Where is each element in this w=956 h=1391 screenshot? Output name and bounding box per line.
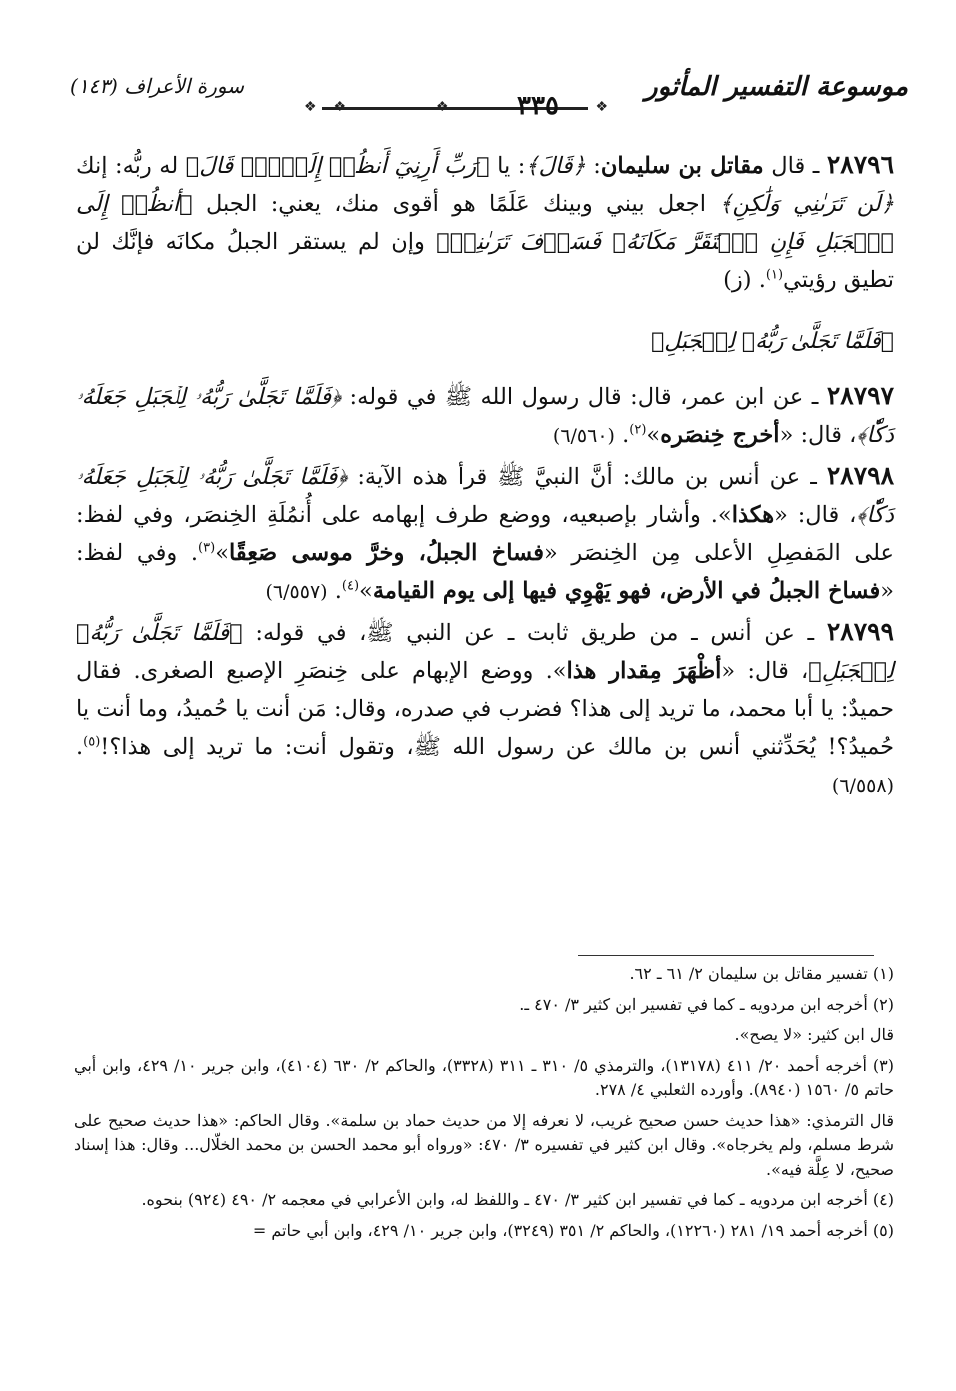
ornament-icon: ❖ [304,99,317,115]
page-header [62,66,910,122]
text: ، قال: « [774,502,857,528]
text: وإن لم يستقر الجبلُ مكانَه فإنَّك لن تطيق رؤيتي [76,229,894,293]
text: ». وأشار بإصبعيه، ووضع طرف إبهامه على أُنمُلَةِ الخِنصَر، وفي لفظ: على المَفصِلِ الأعلى مِن الخِنصَر « [76,502,894,566]
footnote: (٤) أخرجه ابن مردويه ـ كما في تفسير ابن كثير ٣/ ٤٧٠ ـ واللفظ له، وابن الأعرابي في معجمه ٢/ ٤٩٠ (٩٢٤) بنحوه. [141,1190,894,1209]
prophetic-quote: فساخ الجبلُ في الأرض، فهو يَهْوِي فيها إلى يوم القيامة [372,578,881,604]
hadith-28796 [76,146,894,299]
footnote: (١) تفسير مقاتل بن سليمان ٢/ ٦١ ـ ٦٢. [629,964,894,983]
ornament-icon: ❖ [436,99,449,115]
text: ـ عن أنس ـ من طريق ثابت ـ عن النبي ﷺ، في قوله: [242,620,815,646]
volume-reference: (٦/٥٥٧) [265,581,328,603]
header-rule-left [322,107,432,110]
page-number: ٣٣٥ [517,91,559,121]
surah-label: سورة الأعراف (١٤٣) [70,74,245,98]
footnotes [74,962,894,1249]
quran-quote: ﴿أنظُرۡ إِلَى ٱلۡجَبَلِ فَإِنِ ٱسۡتَقَرَّ مَكَانَهُۥ فَسَوۡفَ تَرَىٰنِيۚ﴾ [76,191,894,255]
hadith-number: ٢٨٧٩٧ [826,381,895,410]
ornament-icon: ❖ [595,99,608,115]
text: ، قال: « [779,422,857,448]
text: . [327,578,342,604]
text: ـ عن ابن عمر، قال: قال رسول الله ﷺ في قوله: [341,384,819,410]
section-title: ﴿فَلَمَّا تَجَلَّىٰ رَبُّهُۥ لِلۡجَبَلِ﴾ [651,329,894,354]
text: » [646,422,661,448]
footnote-marker[interactable]: (٣) [198,540,216,556]
hadith-28798 [76,457,894,611]
text: ». ووضع الإبهام على خِنصَرِ الإصبع الصغرى. فقال حميدٌ: يا أبا محمد، ما تريد إلى هذا؟ فضرب في صدره، وقال: مَن أنت يا حُميدُ، وما أنت يا حُميدُ؟! يُحَدِّثني أنس بن مالك عن رسول الله ﷺ، وتقول أنت: ما تريد إلى هذا؟! [76,658,894,760]
text: ـ قال [763,153,820,179]
hadith-28797 [76,377,894,455]
prophetic-quote: أظْهَرَ مِقدار هذا [566,658,722,684]
hadith-number: ٢٨٧٩٦ [826,150,895,179]
prophetic-quote: هكذا [731,502,775,528]
prophetic-quote: أخرج خِنصَره [660,422,780,448]
footnote: قال الترمذي: «هذا حديث حسن صحيح غريب، لا نعرفه إلا من حديث حماد بن سلمة». وقال الحاكم: «هذا حديث صحيح على شرط مسلم، ولم يخرجاه». وقال ابن كثير في تفسيره ٣/ ٤٧٠: «ورواه أبو محمد الحسن بن محمد الخلّال... وقال: هذا إسناد صحيح، لا عِلَّة فيه». [74,1110,895,1179]
hadith-number: ٢٨٧٩٩ [826,617,894,646]
footnote: (٣) أخرجه أحمد ٢٠/ ٤١١ (١٣١٧٨)، والترمذي ٥/ ٣١٠ ـ ٣١١ (٣٣٢٨)، والحاكم ٢/ ٦٣٠ (٤١٠٤)، وابن جرير ١٠/ ٤٢٩، وابن أبي حاتم ٥/ ١٥٦٠ (٨٩٤٠). وأورده الثعلبي ٤/ ٢٧٨. [74,1055,895,1099]
text: » [359,578,373,604]
quran-quote: ﴿رَبِّ أَرِنِيٓ أَنظُرۡ إِلَيۡكَۚ قَالَ﴾ [185,153,490,179]
text: . [614,422,630,448]
text: . (ز) [723,267,766,293]
text: . [76,734,84,760]
footnote: قال ابن كثير: «لا يصح». [734,1025,894,1044]
footnote-separator [578,955,874,956]
narrator-name: مقاتل بن سليمان [600,153,764,179]
footnote-marker[interactable]: (٤) [341,578,360,594]
quran-quote: ﴿فَلَمَّا تَجَلَّىٰ رَبُّهُۥ لِلۡجَبَلِ جَعَلَهُۥ دَكّٗا﴾ [76,464,894,528]
footnote: (٢) أخرجه ابن مردويه ـ كما في تفسير ابن كثير ٣/ ٤٧٠ ـ. [519,994,894,1014]
text: ـ عن أنس بن مالك: أنَّ النبيَّ ﷺ قرأ هذه الآية: [347,464,817,490]
text: له ربُّه: إنك [76,153,186,179]
footnote: (٥) أخرجه أحمد ١٩/ ٢٨١ (١٢٢٦٠)، والحاكم ٢/ ٣٥١ (٣٢٤٩)، وابن جرير ١٠/ ٤٢٩، وابن أبي حاتم = [252,1220,894,1240]
hadith-28799 [76,613,894,805]
prophetic-quote: فساخ الجبلُ، وخرَّ موسى صَعِقًا [228,540,544,566]
text: . وفي لفظ: « [76,540,894,604]
quran-quote: ﴿قَالَ﴾ [525,153,586,179]
text: » [215,540,229,566]
text: : [585,153,601,179]
hadith-number: ٢٨٧٩٨ [826,461,895,490]
main-text [76,146,894,807]
volume-reference: (٦/٥٦٠) [552,425,615,447]
footnote-marker[interactable]: (١) [765,267,784,283]
quran-quote: ﴿لَن تَرَىٰنِي وَلَٰكِنِ﴾ [719,191,894,217]
footnote-marker[interactable]: (٢) [629,422,647,438]
footnote-marker[interactable]: (٥) [83,734,101,750]
text: ، قال: « [721,658,809,684]
volume-reference: (٦/٥٥٨) [831,775,894,797]
text: اجعل بيني وبينك عَلَمًا هو أقوى منك، يعني: الجبل [192,191,720,217]
quran-quote: ﴿فَلَمَّا تَجَلَّىٰ رَبُّهُۥ لِلۡجَبَلِ جَعَلَهُۥ دَكّٗا﴾ [76,384,894,448]
text: : يا [489,153,526,179]
book-title: موسوعة التفسير المأثور [645,72,908,102]
quran-quote: ﴿فَلَمَّا تَجَلَّىٰ رَبُّهُۥ لِلۡجَبَلِ﴾ [76,620,894,684]
